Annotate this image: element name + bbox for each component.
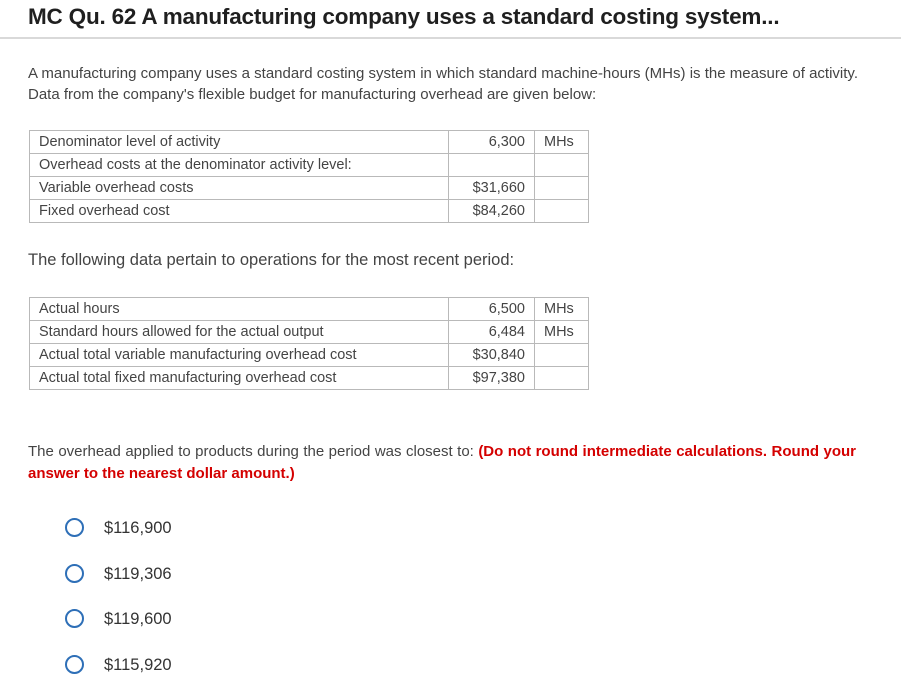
question-title: MC Qu. 62 A manufacturing company uses a standard costing system... (28, 4, 779, 30)
table-row (30, 200, 589, 223)
row-unit: MHs (535, 321, 589, 344)
answer-option[interactable] (65, 516, 172, 562)
title-divider (0, 37, 901, 39)
table-row (30, 321, 589, 344)
row-value (449, 154, 535, 177)
row-unit: MHs (535, 131, 589, 154)
row-unit (535, 177, 589, 200)
row-unit (535, 344, 589, 367)
table-row (30, 154, 589, 177)
row-value: 6,500 (449, 298, 535, 321)
row-label: Actual total variable manufacturing overhead cost (30, 344, 449, 367)
answer-option[interactable] (65, 653, 172, 698)
row-label: Actual total fixed manufacturing overhead cost (30, 367, 449, 390)
row-value: $30,840 (449, 344, 535, 367)
answer-options (65, 516, 172, 698)
row-label: Variable overhead costs (30, 177, 449, 200)
row-value: $31,660 (449, 177, 535, 200)
period-intro: The following data pertain to operations for the most recent period: (28, 251, 514, 270)
row-label: Overhead costs at the denominator activity level: (30, 154, 449, 177)
row-value: 6,484 (449, 321, 535, 344)
row-unit: MHs (535, 298, 589, 321)
row-label: Actual hours (30, 298, 449, 321)
option-label[interactable]: $119,600 (104, 607, 172, 631)
radio-button[interactable] (65, 655, 84, 674)
intro-text: A manufacturing company uses a standard costing system in which standard machine-hours (MHs) is the measure of activity. Data from the company's flexible budget for manufacturing overhead are given below: (28, 63, 858, 105)
answer-option[interactable] (65, 607, 172, 653)
instruction-text: (Do not round intermediate calculations. Round your answer to the nearest dollar amount.) (28, 443, 856, 482)
row-unit (535, 154, 589, 177)
row-value: $84,260 (449, 200, 535, 223)
option-label[interactable]: $116,900 (104, 516, 172, 540)
row-value: $97,380 (449, 367, 535, 390)
table-row (30, 298, 589, 321)
prompt-text: The overhead applied to products during the period was closest to: (28, 443, 474, 460)
question-prompt (28, 441, 856, 484)
table-row (30, 367, 589, 390)
option-label[interactable]: $115,920 (104, 653, 172, 677)
period-data-table (29, 297, 589, 390)
option-label[interactable]: $119,306 (104, 562, 172, 586)
flexible-budget-table (29, 130, 589, 223)
table-row (30, 177, 589, 200)
radio-button[interactable] (65, 564, 84, 583)
row-label: Standard hours allowed for the actual output (30, 321, 449, 344)
table-row (30, 344, 589, 367)
radio-button[interactable] (65, 609, 84, 628)
row-value: 6,300 (449, 131, 535, 154)
row-unit (535, 200, 589, 223)
radio-button[interactable] (65, 518, 84, 537)
row-unit (535, 367, 589, 390)
question-intro (28, 63, 858, 105)
row-label: Denominator level of activity (30, 131, 449, 154)
row-label: Fixed overhead cost (30, 200, 449, 223)
table-row (30, 131, 589, 154)
answer-option[interactable] (65, 562, 172, 608)
